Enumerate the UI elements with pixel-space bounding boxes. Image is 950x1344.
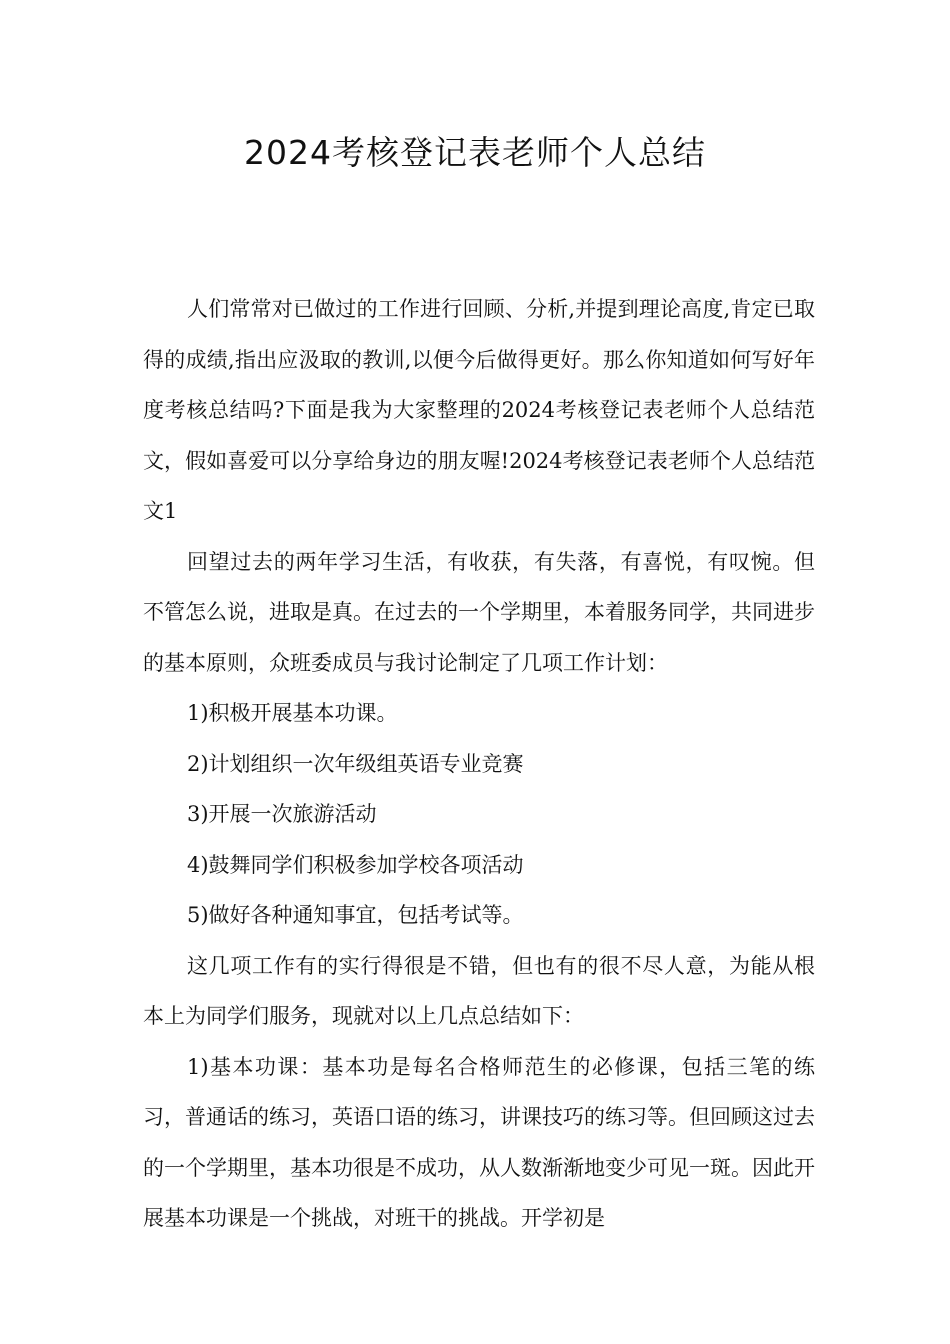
plan-item-3: 3)开展一次旅游活动 (187, 802, 377, 826)
plan-item-2: 2)计划组织一次年级组英语专业竞赛 (187, 751, 524, 776)
plan-item-5: 5)做好各种通知事宜，包括考试等。 (187, 903, 524, 927)
plan-item-1: 1)积极开展基本功课。 (187, 701, 398, 725)
plan-item-4: 4)鼓舞同学们积极参加学校各项活动 (187, 852, 524, 877)
document-body (143, 284, 815, 1244)
basic-skills-paragraph: 1)基本功课：基本功是每名合格师范生的必修课，包括三笔的练习，普通话的练习，英语口语的练习，讲课技巧的练习等。但回顾这过去的一个学期里，基本功很是不成功，从人数渐渐地变少可见一斑。因此开展基本功课是一个挑战，对班干的挑战。开学初是 (143, 1054, 815, 1230)
document-title: 2024考核登记表老师个人总结 (244, 133, 706, 172)
review-paragraph: 回望过去的两年学习生活，有收获，有失落，有喜悦，有叹惋。但不管怎么说，进取是真。在过去的一个学期里，本着服务同学，共同进步的基本原则，众班委成员与我讨论制定了几项工作计划： (143, 549, 815, 675)
summary-intro-paragraph: 这几项工作有的实行得很是不错，但也有的很不尽人意，为能从根本上为同学们服务，现就对以上几点总结如下： (143, 953, 815, 1028)
intro-paragraph: 人们常常对已做过的工作进行回顾、分析,并提到理论高度,肯定已取得的成绩,指出应汲取的教训,以便今后做得更好。那么你知道如何写好年度考核总结吗?下面是我为大家整理的2024考核登记表老师个人总结范文，假如喜爱可以分享给身边的朋友喔!2024考核登记表老师个人总结范文1 (143, 297, 815, 523)
